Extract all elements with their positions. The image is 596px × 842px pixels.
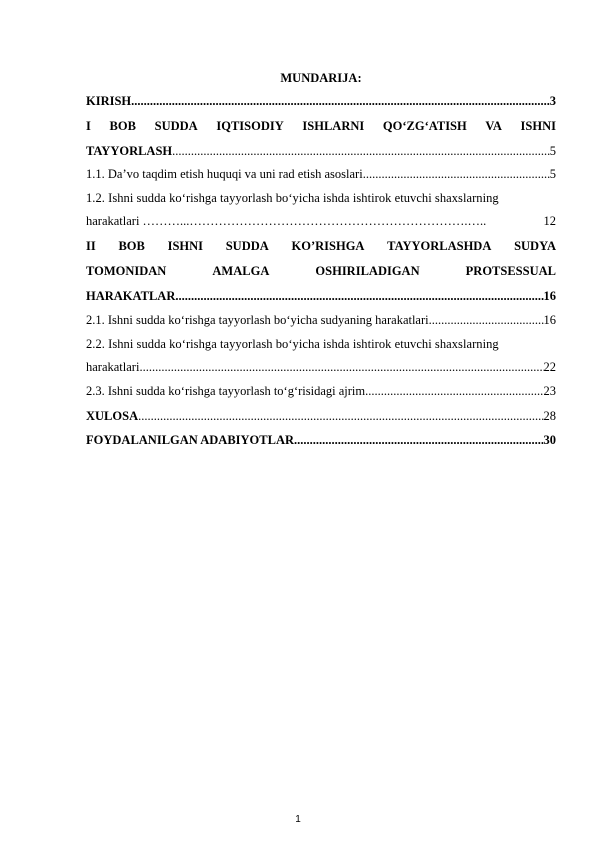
toc-word: SUDDA bbox=[225, 239, 269, 253]
toc-chapter-2-line-1[interactable] bbox=[86, 238, 556, 254]
toc-word: KO’RISHGA bbox=[291, 239, 365, 253]
toc-section-2-1[interactable] bbox=[86, 312, 556, 328]
page-title: MUNDARIJA: bbox=[280, 71, 362, 85]
toc-leader-dots bbox=[131, 93, 550, 109]
toc-word: OSHIRILADIGAN bbox=[315, 264, 420, 278]
toc-section-2-2-line-1[interactable]: 2.2. Ishni sudda ko‘rishga tayyorlash bo‘yicha ishda ishtirok etuvchi shaxslarning bbox=[86, 337, 499, 351]
toc-entry-label: 1.1. Da’vo taqdim etish huquqi va uni rad etish asoslari bbox=[86, 167, 363, 181]
toc-word: ISHLARNI bbox=[302, 119, 365, 133]
toc-section-1-1[interactable] bbox=[86, 166, 556, 182]
toc-word: IQTISODIY bbox=[216, 119, 284, 133]
toc-word: ISHNI bbox=[520, 119, 556, 133]
toc-word: QO‘ZG‘ATISH bbox=[382, 119, 467, 133]
toc-section-2-3[interactable] bbox=[86, 383, 556, 399]
toc-leader-dots bbox=[172, 143, 550, 159]
toc-word: VA bbox=[485, 119, 502, 133]
toc-word: ISHNI bbox=[167, 239, 204, 253]
toc-chapter-1-line-1[interactable] bbox=[86, 118, 556, 134]
toc-leader-dots bbox=[138, 408, 543, 424]
toc-entry-kirish[interactable] bbox=[86, 93, 556, 109]
toc-entry-label: TAYYORLASH bbox=[86, 144, 173, 158]
toc-page-number: 22 bbox=[543, 360, 556, 374]
toc-word: BOB bbox=[118, 239, 145, 253]
toc-entry-label: 2.3. Ishni sudda ko‘rishga tayyorlash to‘g‘risidagi ajrim bbox=[86, 384, 366, 398]
toc-page-number: 5 bbox=[549, 167, 556, 181]
toc-chapter-1-line-2[interactable] bbox=[86, 143, 556, 159]
toc-word: I bbox=[86, 119, 91, 133]
toc-entry-label: 2.1. Ishni sudda ko‘rishga tayyorlash bo‘yicha sudyaning harakatlari bbox=[86, 313, 429, 327]
toc-leader-dots bbox=[363, 166, 550, 182]
toc-leader-dots bbox=[365, 383, 543, 399]
toc-word: SUDDA bbox=[154, 119, 198, 133]
toc-section-2-2-line-2[interactable] bbox=[86, 359, 556, 375]
toc-entry-label: KIRISH bbox=[86, 94, 132, 108]
toc-leader-dots bbox=[139, 359, 543, 375]
toc-entry-label: harakatlari bbox=[86, 360, 140, 374]
toc-word: SUDYA bbox=[514, 239, 556, 253]
toc-section-1-2-line-2[interactable] bbox=[86, 213, 556, 229]
toc-entry-adabiyotlar[interactable] bbox=[86, 432, 556, 448]
toc-entry-label: HARAKATLAR bbox=[86, 289, 176, 303]
toc-section-1-2-line-1[interactable]: 1.2. Ishni sudda ko‘rishga tayyorlash bo‘yicha ishda ishtirok etuvchi shaxslarning bbox=[86, 191, 499, 205]
toc-chapter-2-line-3[interactable] bbox=[86, 288, 556, 304]
toc-word: TAYYORLASHDA bbox=[387, 239, 492, 253]
toc-page-number: 3 bbox=[549, 94, 556, 108]
toc-page-number: 16 bbox=[543, 313, 556, 327]
toc-word: II bbox=[86, 239, 96, 253]
toc-entry-label: XULOSA bbox=[86, 409, 139, 423]
toc-word: AMALGA bbox=[212, 264, 270, 278]
page-number-footer: 1 bbox=[295, 814, 301, 825]
toc-leader-dots bbox=[294, 432, 543, 448]
toc-page-number: 28 bbox=[543, 409, 556, 423]
toc-page-number: 23 bbox=[543, 384, 556, 398]
toc-chapter-2-line-2[interactable] bbox=[86, 263, 556, 279]
toc-page-number: 30 bbox=[543, 433, 556, 447]
toc-page-number: 12 bbox=[543, 214, 556, 228]
toc-entry-xulosa[interactable] bbox=[86, 408, 556, 424]
toc-page-number: 16 bbox=[543, 289, 556, 303]
toc-leader-dots bbox=[175, 288, 543, 304]
toc-leader-dots bbox=[429, 312, 544, 328]
toc-word: TOMONIDAN bbox=[86, 264, 167, 278]
toc-entry-label: harakatlari ………...………………………………………………………….….. bbox=[86, 214, 487, 228]
toc-word: PROTSESSUAL bbox=[465, 264, 556, 278]
toc-page-number: 5 bbox=[549, 144, 556, 158]
toc-entry-label: FOYDALANILGAN ADABIYOTLAR bbox=[86, 433, 295, 447]
toc-word: BOB bbox=[109, 119, 136, 133]
